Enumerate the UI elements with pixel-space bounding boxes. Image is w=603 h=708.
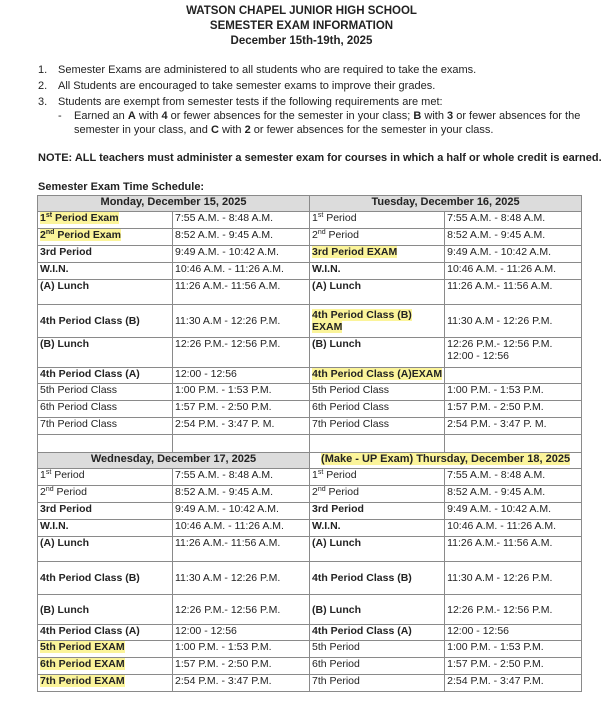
day-header-wednesday: Wednesday, December 17, 2025: [38, 453, 310, 469]
time-cell: 1:00 P.M. - 1:53 P.M.: [173, 384, 310, 401]
period-label: 7th Period EXAM: [38, 675, 173, 692]
period-label: 4th Period Class (B): [38, 562, 173, 595]
period-label: 6th Period Class: [310, 401, 445, 418]
table-row: [38, 562, 582, 595]
exemption-criteria: Earned an A with 4 or fewer absences for the semester in your class; B with 3 or fewer absences for the semester in your class, and C with 2 or fewer absences for the semester in your class.: [74, 110, 581, 136]
table-row: [38, 280, 582, 305]
table-row: [38, 658, 582, 675]
time-cell: 9:49 A.M. - 10:42 A.M.: [173, 246, 310, 263]
time-cell: 11:30 A.M - 12:26 P.M.: [445, 305, 582, 338]
table-row: [38, 368, 582, 384]
time-cell: [445, 368, 582, 384]
table-row: [38, 595, 582, 625]
time-cell: 8:52 A.M. - 9:45 A.M.: [173, 486, 310, 503]
period-label: (B) Lunch: [38, 595, 173, 625]
period-label: (A) Lunch: [310, 537, 445, 562]
period-label: W.I.N.: [310, 520, 445, 537]
table-row: [38, 384, 582, 401]
day-header-row: [38, 196, 582, 212]
table-row: [38, 212, 582, 229]
period-label: 5th Period Class: [310, 384, 445, 401]
time-cell: 12:26 P.M.- 12:56 P.M.: [173, 338, 310, 368]
period-label: 7th Period: [310, 675, 445, 692]
time-cell: 11:26 A.M.- 11:56 A.M.: [445, 537, 582, 562]
period-label: 2nd Period: [310, 486, 445, 503]
time-cell: 12:00 - 12:56: [173, 368, 310, 384]
table-row: [38, 418, 582, 435]
time-cell: 12:26 P.M.- 12:56 P.M. 12:00 - 12:56: [445, 338, 582, 368]
time-cell: 11:30 A.M - 12:26 P.M.: [173, 305, 310, 338]
day-header-tuesday: Tuesday, December 16, 2025: [310, 196, 582, 212]
time-cell: 1:00 P.M. - 1:53 P.M.: [173, 641, 310, 658]
table-row: [38, 625, 582, 641]
period-label: (B) Lunch: [310, 595, 445, 625]
period-label: 3rd Period: [38, 503, 173, 520]
time-cell: 1:57 P.M. - 2:50 P.M.: [445, 401, 582, 418]
table-row: [38, 675, 582, 692]
time-cell: 9:49 A.M. - 10:42 A.M.: [173, 503, 310, 520]
time-cell: 2:54 P.M. - 3:47 P.M.: [173, 675, 310, 692]
time-cell: 11:30 A.M - 12:26 P.M.: [445, 562, 582, 595]
time-cell: 11:26 A.M.- 11:56 A.M.: [173, 537, 310, 562]
period-label: 6th Period Class: [38, 401, 173, 418]
time-cell: 12:26 P.M.- 12:56 P.M.: [445, 595, 582, 625]
period-label: 3rd Period EXAM: [310, 246, 445, 263]
period-label: (A) Lunch: [38, 280, 173, 305]
period-label: 1st Period: [38, 469, 173, 486]
period-label: W.I.N.: [38, 520, 173, 537]
time-cell: 12:00 - 12:56: [445, 625, 582, 641]
time-cell: 2:54 P.M. - 3:47 P. M.: [173, 418, 310, 435]
period-label: 6th Period EXAM: [38, 658, 173, 675]
time-cell: 10:46 A.M. - 11:26 A.M.: [445, 520, 582, 537]
table-row: [38, 469, 582, 486]
period-label: 1st Period: [310, 212, 445, 229]
table-row: [38, 486, 582, 503]
time-cell: 2:54 P.M. - 3:47 P. M.: [445, 418, 582, 435]
time-cell: 7:55 A.M. - 8:48 A.M.: [173, 469, 310, 486]
time-cell: 11:30 A.M - 12:26 P.M.: [173, 562, 310, 595]
schedule-label: Semester Exam Time Schedule:: [38, 181, 205, 193]
period-label: 7th Period Class: [38, 418, 173, 435]
period-label: 4th Period Class (B): [38, 305, 173, 338]
time-cell: 10:46 A.M. - 11:26 A.M.: [445, 263, 582, 280]
time-cell: 12:00 - 12:56: [173, 625, 310, 641]
table-row: [38, 503, 582, 520]
period-label: 2nd Period: [38, 486, 173, 503]
time-cell: 7:55 A.M. - 8:48 A.M.: [445, 469, 582, 486]
period-label: 4th Period Class (B) EXAM: [310, 305, 445, 338]
period-label: (B) Lunch: [38, 338, 173, 368]
exam-dates: December 15th-19th, 2025: [230, 35, 373, 47]
table-row: [38, 537, 582, 562]
time-cell: 2:54 P.M. - 3:47 P.M.: [445, 675, 582, 692]
time-cell: 11:26 A.M.- 11:56 A.M.: [173, 280, 310, 305]
table-row: [38, 641, 582, 658]
time-cell: 12:26 P.M.- 12:56 P.M.: [173, 595, 310, 625]
period-label: (A) Lunch: [38, 537, 173, 562]
period-label: 5th Period: [310, 641, 445, 658]
period-label: 1st Period: [310, 469, 445, 486]
period-label: 3rd Period: [38, 246, 173, 263]
time-cell: 8:52 A.M. - 9:45 A.M.: [173, 229, 310, 246]
period-label: 5th Period EXAM: [38, 641, 173, 658]
table-row: [38, 229, 582, 246]
school-name: WATSON CHAPEL JUNIOR HIGH SCHOOL: [186, 5, 417, 17]
period-label: 4th Period Class (B): [310, 562, 445, 595]
period-label: 2nd Period Exam: [38, 229, 173, 246]
time-cell: 10:46 A.M. - 11:26 A.M.: [173, 520, 310, 537]
day-header-row: [38, 453, 582, 469]
period-label: W.I.N.: [38, 263, 173, 280]
period-label: 7th Period Class: [310, 418, 445, 435]
period-label: 4th Period Class (A)EXAM: [310, 368, 445, 384]
period-label: 1st Period Exam: [38, 212, 173, 229]
spacer-row: [38, 435, 582, 453]
exam-schedule-table: [37, 195, 582, 692]
time-cell: 9:49 A.M. - 10:42 A.M.: [445, 246, 582, 263]
time-cell: 7:55 A.M. - 8:48 A.M.: [173, 212, 310, 229]
teacher-note: NOTE: ALL teachers must administer a semester exam for courses in which a half or whole credit is earned.: [38, 152, 602, 164]
table-row: [38, 305, 582, 338]
period-label: (A) Lunch: [310, 280, 445, 305]
time-cell: 11:26 A.M.- 11:56 A.M.: [445, 280, 582, 305]
time-cell: 1:57 P.M. - 2:50 P.M.: [445, 658, 582, 675]
table-row: [38, 263, 582, 280]
period-label: 4th Period Class (A): [310, 625, 445, 641]
period-label: 5th Period Class: [38, 384, 173, 401]
time-cell: 8:52 A.M. - 9:45 A.M.: [445, 486, 582, 503]
time-cell: 9:49 A.M. - 10:42 A.M.: [445, 503, 582, 520]
period-label: (B) Lunch: [310, 338, 445, 368]
table-row: [38, 520, 582, 537]
time-cell: 1:57 P.M. - 2:50 P.M.: [173, 658, 310, 675]
period-label: 4th Period Class (A): [38, 368, 173, 384]
period-label: 2nd Period: [310, 229, 445, 246]
period-label: 3rd Period: [310, 503, 445, 520]
table-row: [38, 246, 582, 263]
time-cell: 1:00 P.M. - 1:53 P.M.: [445, 384, 582, 401]
time-cell: 1:00 P.M. - 1:53 P.M.: [445, 641, 582, 658]
time-cell: 8:52 A.M. - 9:45 A.M.: [445, 229, 582, 246]
period-label: W.I.N.: [310, 263, 445, 280]
table-row: [38, 401, 582, 418]
day-header-thursday: (Make - UP Exam) Thursday, December 18, 2025: [310, 453, 582, 469]
time-cell: 10:46 A.M. - 11:26 A.M.: [173, 263, 310, 280]
time-cell: 7:55 A.M. - 8:48 A.M.: [445, 212, 582, 229]
table-row: [38, 338, 582, 368]
period-label: 6th Period: [310, 658, 445, 675]
time-cell: 1:57 P.M. - 2:50 P.M.: [173, 401, 310, 418]
period-label: 4th Period Class (A): [38, 625, 173, 641]
doc-subtitle: SEMESTER EXAM INFORMATION: [209, 20, 394, 32]
day-header-monday: Monday, December 15, 2025: [38, 196, 310, 212]
exemption-dash: -: [58, 110, 62, 122]
